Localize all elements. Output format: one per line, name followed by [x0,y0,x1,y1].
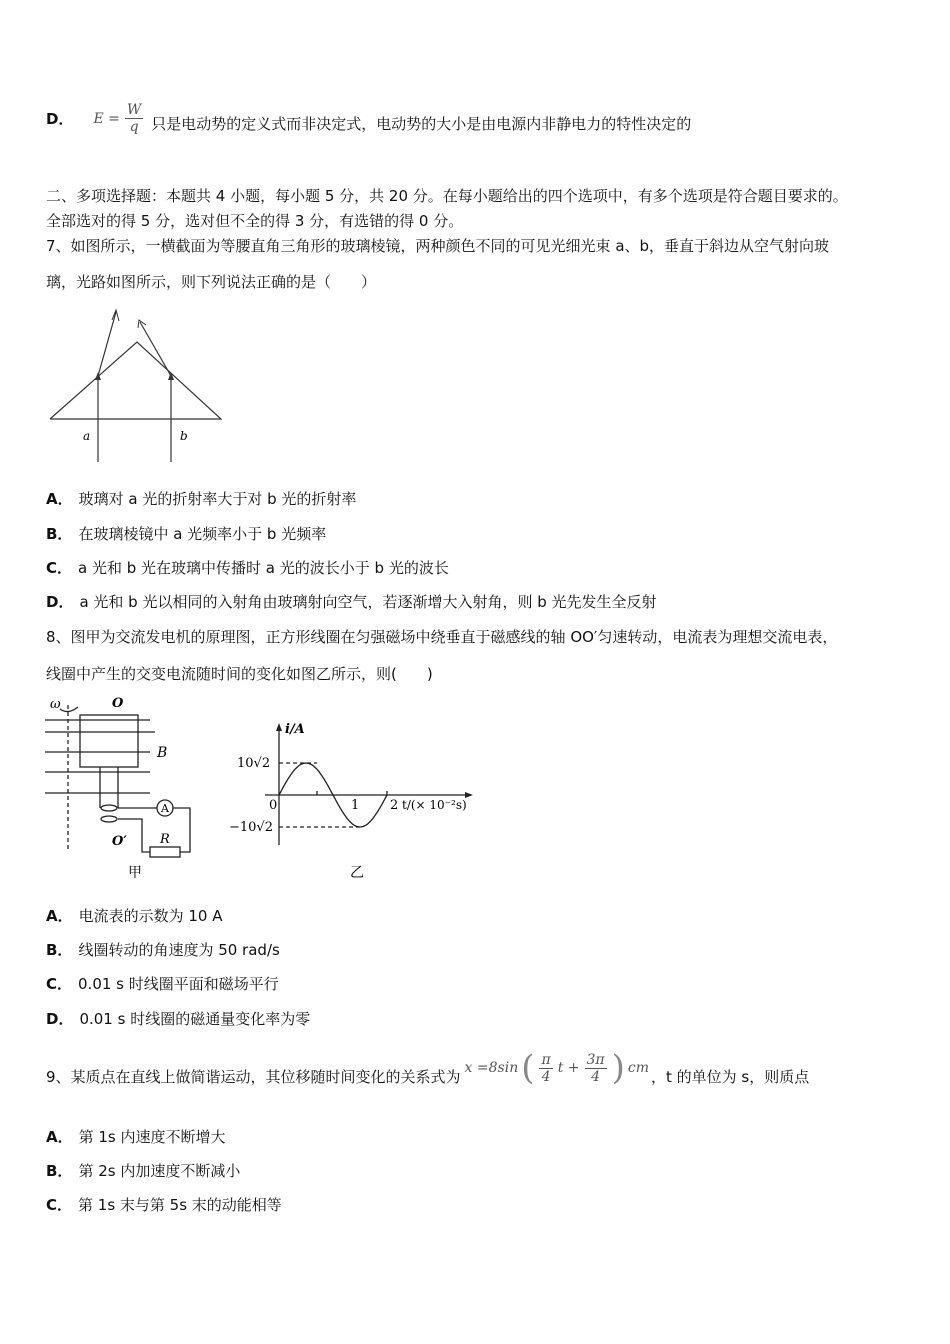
option-text: 第 1s 内速度不断增大 [78,1128,226,1146]
ray-a-out [98,312,116,376]
fraction-1 [539,1052,552,1085]
numerator: π [541,1051,551,1068]
caption-jia: 甲 [128,865,142,881]
option-text: 第 2s 内加速度不断减小 [78,1162,241,1180]
resistor-label: R [160,832,170,847]
option-label: C． [46,1196,73,1214]
option-text: 0.01 s 时线圈的磁通量变化率为零 [79,1010,311,1028]
option-label: C． [46,975,73,993]
option-label: A． [46,1128,73,1146]
emf-formula [93,102,145,135]
option-text: 电流表的示数为 10 A [78,907,223,925]
q7-option-b[interactable] [46,524,326,544]
generator-figure [40,695,210,885]
y-axis-label: i/A [285,722,305,737]
ammeter-label: A [161,802,169,815]
prism-figure [40,300,230,470]
y-min-label: −10√2 [229,820,273,835]
numerator: 3π [586,1051,605,1068]
axis-o-label: O [112,696,124,711]
axis-o-prime-label: O′ [112,834,127,849]
option-label: D． [46,593,74,611]
denominator: 4 [541,1068,551,1085]
option-label: A． [46,907,73,925]
q7-option-d[interactable] [46,592,657,612]
option-label: B． [46,941,73,959]
caption-yi: 乙 [350,865,364,881]
denominator: 4 [591,1068,601,1085]
option-text: a 光和 b 光以相同的入射角由玻璃射向空气，若逐渐增大入射角，则 b 光先发生全反射 [79,593,657,611]
q7-stem-line1: 7、如图所示，一横截面为等腰直角三角形的玻璃棱镜，两种颜色不同的可见光细光束 a、b，垂直于斜边从空气射向玻 [46,237,830,255]
section-heading: 二、多项选择题：本题共 4 小题，每小题 5 分，共 20 分。在每小题给出的四个选项中，有多个选项是符合题目要求的。 [46,187,848,205]
option-label: B． [46,525,73,543]
prism-triangle [50,342,221,419]
numerator: W [126,102,142,118]
omega-label: ω [50,697,61,712]
arrow-b [138,320,146,328]
x-axis-label: t/(× 10⁻²s) [402,798,467,812]
option-text: 在玻璃棱镜中 a 光频率小于 b 光频率 [78,525,327,543]
option-text: 玻璃对 a 光的折射率大于对 b 光的折射率 [78,490,357,508]
option-text: 只是电动势的定义式而非决定式，电动势的大小是由电源内非静电力的特性决定的 [151,114,692,133]
option-text: 第 1s 末与第 5s 末的动能相等 [78,1196,282,1214]
option-text: a 光和 b 光在玻璃中传播时 a 光的波长小于 b 光的波长 [78,559,449,577]
section-instructions: 全部选对的得 5 分，选对但不全的得 3 分，有选错的得 0 分。 [46,212,464,230]
q6-option-d [46,102,691,135]
q9-text-after: ，t 的单位为 s，则质点 [651,1068,810,1086]
formula-lhs: x =8sin [464,1060,519,1076]
q9-option-c[interactable] [46,1195,282,1215]
q9-option-b[interactable] [46,1161,240,1181]
q9-text-before: 9、某质点在直线上做简谐运动，其位移随时间变化的关系式为 [46,1068,461,1086]
current-graph [225,695,485,885]
option-label: B． [46,1162,73,1180]
option-text: 线圈转动的角速度为 50 rad/s [78,941,280,959]
origin-label: 0 [269,798,278,813]
q8-option-b[interactable] [46,940,280,960]
option-text: 0.01 s 时线圈平面和磁场平行 [78,975,279,993]
q8-stem-line1: 8、图甲为交流发电机的原理图，正方形线圈在匀强磁场中绕垂直于磁感线的轴 OO′匀速转动，电流表为理想交流电表， [46,628,838,646]
label-b: b [180,429,188,443]
option-label: D． [46,109,74,128]
ray-arrows [95,372,174,380]
fraction-2 [585,1052,607,1085]
tick-2-label: 2 [390,798,399,813]
label-a: a [83,429,91,443]
option-label: D． [46,1010,74,1028]
q8-option-a[interactable] [46,906,223,926]
fraction [125,102,143,135]
field-b-label: B [157,745,168,761]
q8-option-d[interactable] [46,1009,310,1029]
y-max-label: 10√2 [237,756,271,771]
q7-stem-line2: 璃，光路如图所示，则下列说法正确的是（ ） [46,273,377,291]
denominator: q [129,119,139,135]
option-label: C． [46,559,73,577]
q7-option-a[interactable] [46,489,356,509]
formula-lhs: E = [93,110,120,127]
q9-option-a[interactable] [46,1127,226,1147]
formula-t: t + [557,1060,580,1076]
q9-stem [46,1046,809,1090]
shm-formula: x =8sin ( $\frac{\pi}{4}$ t + $\frac{3\pi}{4}$ ) cm [464,1048,649,1088]
q7-option-c[interactable] [46,558,449,578]
formula-unit: cm [627,1060,649,1076]
q8-stem-line2: 线圈中产生的交变电流随时间的变化如图乙所示，则( ) [46,665,433,683]
option-label: A． [46,490,73,508]
q8-option-c[interactable] [46,974,279,994]
tick-1-label: 1 [351,798,360,813]
